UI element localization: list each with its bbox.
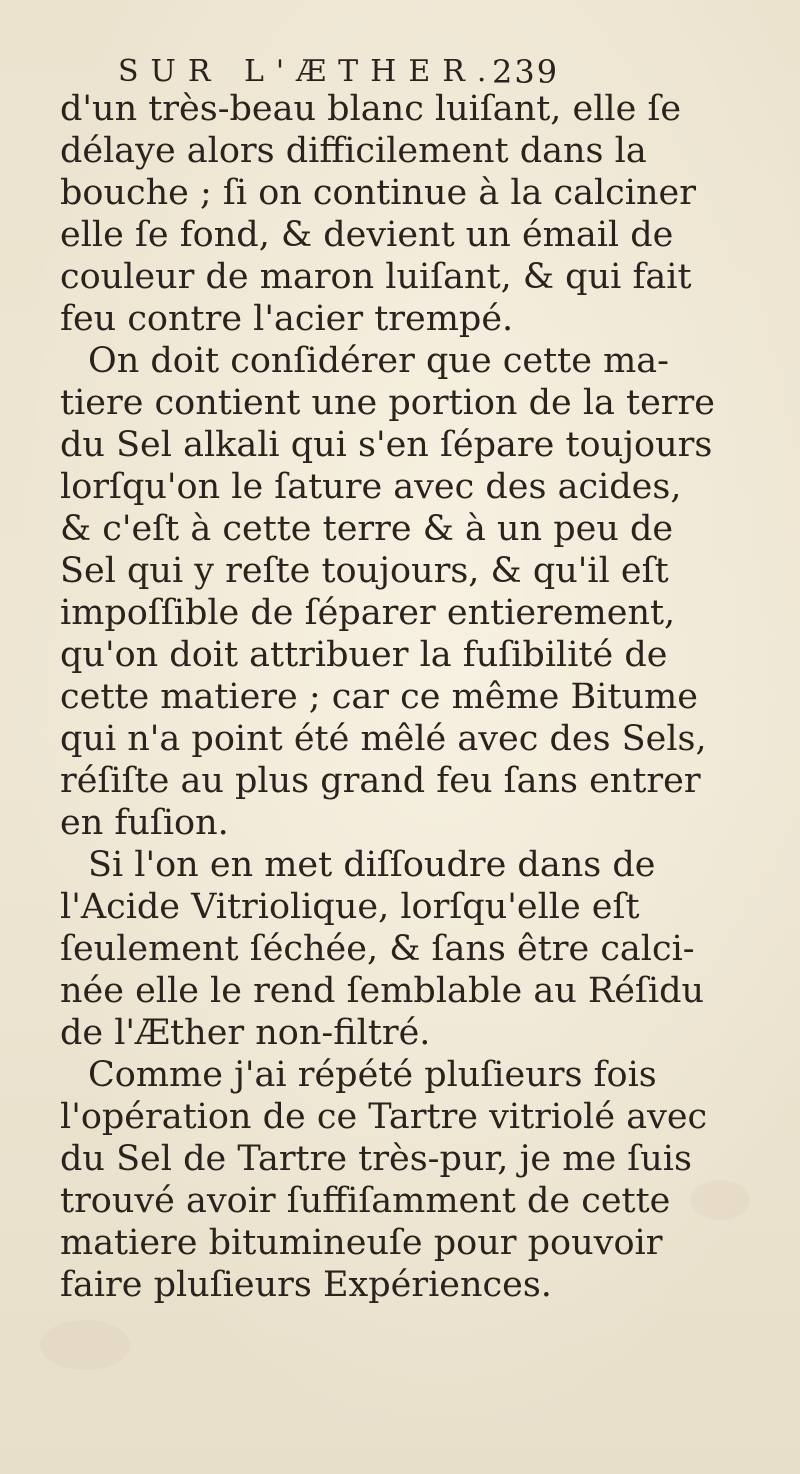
- text-line: qui n'a point été mêlé avec des Sels,: [60, 719, 707, 759]
- text-line: de l'Æther non-filtré.: [60, 1013, 431, 1053]
- text-line: On doit conſidérer que cette ma-: [88, 341, 669, 381]
- text-line: impoſſible de ſéparer entierement,: [60, 593, 676, 633]
- text-line: du Sel alkali qui s'en ſépare toujours: [60, 425, 713, 465]
- text-line: tiere contient une portion de la terre: [60, 383, 715, 423]
- text-line: en fuſion.: [60, 803, 229, 843]
- running-head: SUR L'ÆTHER.: [118, 54, 499, 89]
- text-line: délaye alors difficilement dans la: [60, 131, 647, 171]
- text-line: Sel qui y reſte toujours, & qu'il eſt: [60, 551, 669, 591]
- text-line: couleur de maron luiſant, & qui fait: [60, 257, 692, 297]
- body-text: [60, 88, 750, 1306]
- page-header: [0, 52, 800, 92]
- text-line: réſiſte au plus grand feu ſans entrer: [60, 761, 701, 801]
- text-line: Si l'on en met diſſoudre dans de: [88, 845, 656, 885]
- text-line: cette matiere ; car ce même Bitume: [60, 677, 698, 717]
- text-line: bouche ; ſi on continue à la calciner: [60, 173, 696, 213]
- text-line: d'un très-beau blanc luiſant, elle ſe: [60, 89, 682, 129]
- text-line: l'Acide Vitriolique, lorſqu'elle eſt: [60, 887, 640, 927]
- paper-stain: [40, 1320, 130, 1370]
- text-line: l'opération de ce Tartre vitriolé avec: [60, 1097, 708, 1137]
- page-number: 239: [492, 53, 560, 91]
- text-line: Comme j'ai répété pluſieurs fois: [88, 1055, 657, 1095]
- text-line: du Sel de Tartre très-pur, je me ſuis: [60, 1139, 692, 1179]
- text-line: née elle le rend ſemblable au Réſidu: [60, 971, 705, 1011]
- text-line: trouvé avoir ſuffiſamment de cette: [60, 1181, 671, 1221]
- text-line: elle ſe fond, & devient un émail de: [60, 215, 674, 255]
- text-line: matiere bitumineuſe pour pouvoir: [60, 1223, 663, 1263]
- text-line: qu'on doit attribuer la fuſibilité de: [60, 635, 668, 675]
- text-line: lorſqu'on le ſature avec des acides,: [60, 467, 682, 507]
- text-line: & c'eſt à cette terre & à un peu de: [60, 509, 674, 549]
- text-line: faire pluſieurs Expériences.: [60, 1265, 552, 1305]
- text-line: ſeulement ſéchée, & ſans être calci-: [60, 929, 695, 969]
- text-line: feu contre l'acier trempé.: [60, 299, 514, 339]
